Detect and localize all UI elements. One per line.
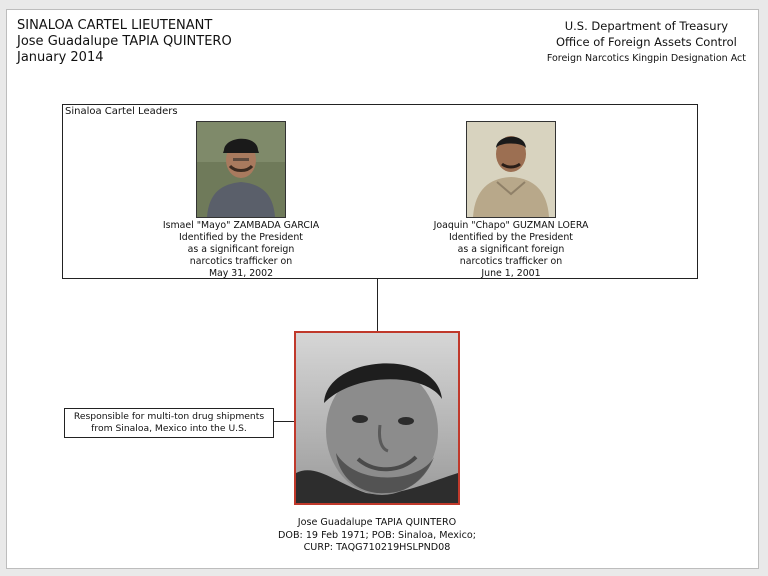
leader-detail: as a significant foreign (457, 244, 565, 255)
subject-curp: CURP: TAQG710219HSLPND08 (303, 542, 451, 553)
case-header (17, 18, 232, 66)
leader-detail: narcotics trafficker on (189, 256, 293, 267)
leader-detail: as a significant foreign (187, 244, 295, 255)
leader-detail: May 31, 2002 (208, 268, 274, 279)
leader-detail: narcotics trafficker on (459, 256, 563, 267)
subject-caption (219, 517, 535, 555)
subject-dob-pob: DOB: 19 Feb 1971; POB: Sinaloa, Mexico; (278, 529, 476, 541)
leader-detail: Identified by the President (449, 232, 573, 243)
note-line: from Sinaloa, Mexico into the U.S. (91, 423, 247, 434)
leader-guzman (411, 121, 611, 280)
leaders-to-subject-connector (377, 279, 378, 331)
cartel-leaders-title: Sinaloa Cartel Leaders (65, 106, 178, 117)
leader-name: Ismael "Mayo" ZAMBADA GARCIA (162, 220, 320, 231)
leader-detail: June 1, 2001 (481, 268, 541, 279)
responsibility-note (64, 408, 274, 438)
program-name: Foreign Narcotics Kingpin Designation Act (546, 53, 746, 64)
note-connector (274, 421, 296, 422)
case-header-line: Jose Guadalupe TAPIA QUINTERO (17, 34, 232, 49)
note-line: Responsible for multi-ton drug shipments (73, 411, 265, 422)
case-header-line: January 2014 (17, 50, 104, 65)
leader-zambada (141, 121, 341, 280)
leader-name: Joaquin "Chapo" GUZMAN LOERA (433, 220, 589, 231)
agency-header (547, 18, 746, 66)
leader-photo (196, 121, 286, 218)
org-chart-page (6, 9, 759, 569)
cartel-leaders-box (62, 104, 698, 279)
leader-photo (466, 121, 556, 218)
subject-photo (294, 331, 460, 505)
agency-name: U.S. Department of Treasury (564, 19, 729, 33)
leader-detail: Identified by the President (179, 232, 303, 243)
office-name: Office of Foreign Assets Control (555, 35, 737, 49)
subject-name: Jose Guadalupe TAPIA QUINTERO (297, 517, 457, 528)
case-header-line: SINALOA CARTEL LIEUTENANT (17, 18, 213, 33)
